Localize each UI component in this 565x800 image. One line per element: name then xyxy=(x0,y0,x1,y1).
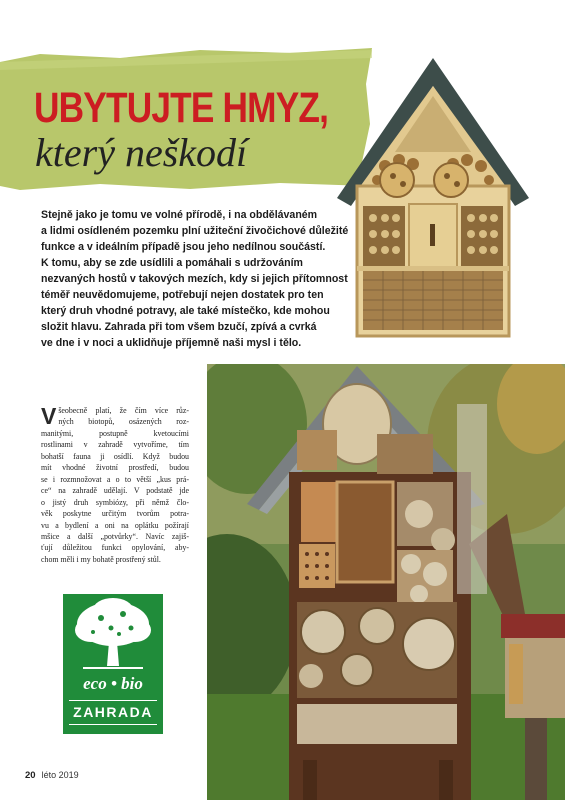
intro-paragraph xyxy=(41,207,349,351)
logo-eco-bio-text: eco • bio xyxy=(83,674,143,693)
body-line: chom měli i my bohatě prostřený stůl. xyxy=(41,554,161,564)
logo-divider xyxy=(69,724,157,725)
intro-line: a lidmi osídleném pozemku plní užiteční živočichové důležité xyxy=(41,225,349,238)
intro-line: nezvaných hostů v takových mezích, kdy si jejich přítomnost xyxy=(41,273,348,286)
intro-line: K tomu, aby se zde usídlili a pomáhali s udržováním xyxy=(41,257,303,270)
body-line: mšice a další „potvůrky“. Navíc zajiš- xyxy=(41,531,189,541)
dropcap: V xyxy=(41,403,57,429)
intro-line: který druh vhodné potravy, ale také místečko, kde mohou xyxy=(41,305,330,318)
body-line: manitými, postupně kvetoucími xyxy=(41,428,189,438)
intro-line: Stejně jako je tomu ve volné přírodě, i na obdělávaném xyxy=(41,209,318,221)
body-line: se i rozmnožovat a o to větší „kus prá- xyxy=(41,474,189,484)
logo-divider xyxy=(69,700,157,701)
body-line: ťují důležitou funkci opylování, aby- xyxy=(41,543,189,553)
body-line: věk poskytne určitým tvorům potra- xyxy=(41,509,189,519)
body-line: šeobecně platí, že čím více růz- xyxy=(58,406,189,415)
body-line: mít vhodné životní prostředí, budou xyxy=(41,463,189,473)
body-line: bohatší fauna ji osídlí. Když budou xyxy=(41,451,189,461)
intro-line: složit hlavu. Zahrada při tom všem bzučí, zpívá a cvrká xyxy=(41,321,317,334)
intro-line: téměř neuvědomujeme, potřebují nejen dostatek pro ten xyxy=(41,289,324,302)
logo-zahrada-text: ZAHRADA xyxy=(73,704,153,720)
body-line: vu a bydlení a oni na oplátku požírají xyxy=(41,520,189,530)
intro-line: funkce a v ideálním případě jsou jeho nedílnou součástí. xyxy=(41,241,326,254)
body-line: rostlinami v zahradě vytvoříme, tím xyxy=(41,440,189,450)
page-footer xyxy=(25,770,79,781)
headline-italic: který neškodí xyxy=(35,130,248,175)
eco-bio-zahrada-logo xyxy=(63,594,163,734)
issue-label: léto 2019 xyxy=(41,770,79,780)
insect-hotel-illustration xyxy=(333,56,533,344)
tree-icon xyxy=(63,594,163,674)
body-line: ce“ na zahradě udělají. V podstatě jde xyxy=(41,486,189,496)
page-number: 20 xyxy=(25,770,36,781)
intro-line: ve dne i v noci a uklidňuje příjemně naši mysl i tělo. xyxy=(41,337,302,350)
headline-red: UBYTUJTE HMYZ, xyxy=(34,84,329,132)
body-line: o jistý druh symbiózy, při němž člo- xyxy=(41,497,189,507)
body-line: ných biotopů, osázených roz- xyxy=(58,417,189,427)
insect-hotel-photo xyxy=(207,364,565,800)
body-column xyxy=(41,405,189,565)
